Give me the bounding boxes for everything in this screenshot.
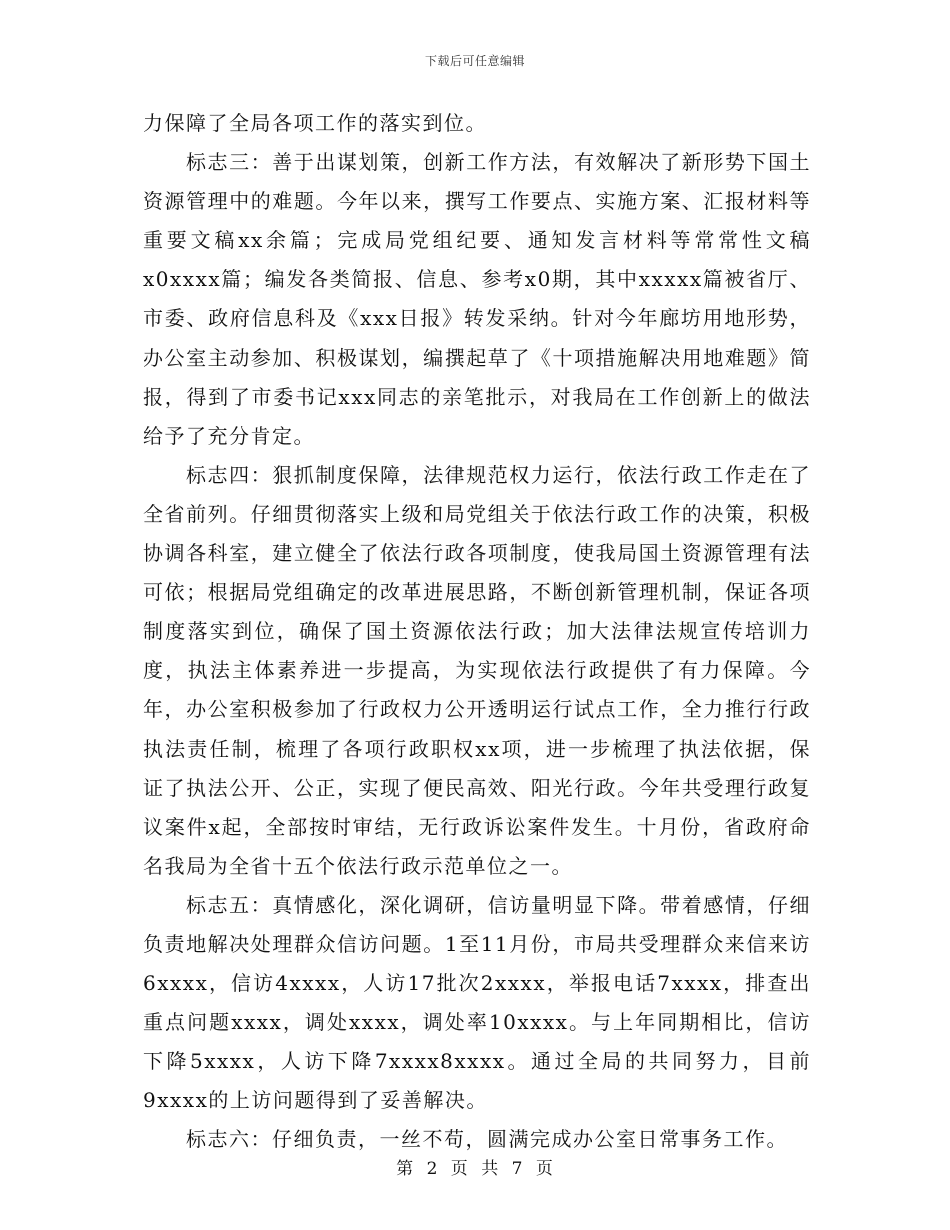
paragraph-marker-4: 标志四：狠抓制度保障，法律规范权力运行，依法行政工作走在了全省前列。仔细贯彻落实上级和局党组关于依法行政工作的决策，积极协调各科室，建立健全了依法行政各项制度，使我局国土资源管理有法可依；根据局党组确定的改革进展思路，不断创新管理机制，保证各项制度落实到位，确保了国土资源依法行政；加大法律法规宣传培训力度，执法主体素养进一步提高，为实现依法行政提供了有力保障。今年，办公室积极参加了行政权力公开透明运行试点工作，全力推行行政执法责任制，梳理了各项行政职权xx项，进一步梳理了执法依据，保证了执法公开、公正，实现了便民高效、阳光行政。今年共受理行政复议案件x起，全部按时审结，无行政诉讼案件发生。十月份，省政府命名我局为全省十五个依法行政示范单位之一。 bbox=[143, 462, 811, 878]
paragraph-continuation: 力保障了全局各项工作的落实到位。 bbox=[143, 111, 487, 135]
document-body bbox=[143, 104, 811, 1160]
paragraph-marker-6: 标志六：仔细负责，一丝不苟，圆满完成办公室日常事务工作。 bbox=[186, 1127, 788, 1152]
page-header-note: 下载后可任意编辑 bbox=[424, 54, 525, 68]
paragraph-marker-5: 标志五：真情感化，深化调研，信访量明显下降。带着感情，仔细负责地解决处理群众信访问题。1至11月份，市局共受理群众来信来访6xxxx，信访4xxxx，人访17批次2xxxx，举报电话7xxxx，排查出重点问题xxxx，调处xxxx，调处率10xxxx。与上年同期相比，信访下降5xxxx，人访下降7xxxx8xxxx。通过全局的共同努力，目前9xxxx的上访问题得到了妥善解决。 bbox=[143, 892, 811, 1113]
paragraph-marker-3: 标志三：善于出谋划策，创新工作方法，有效解决了新形势下国土资源管理中的难题。今年以来，撰写工作要点、实施方案、汇报材料等重要文稿xx余篇；完成局党组纪要、通知发言材料等常常性文稿x0xxxx篇；编发各类简报、信息、参考x0期，其中xxxxx篇被省厅、市委、政府信息科及《xxx日报》转发采纳。针对今年廊坊用地形势，办公室主动参加、积极谋划，编撰起草了《十项措施解决用地难题》简报，得到了市委书记xxx同志的亲笔批示，对我局在工作创新上的做法给予了充分肯定。 bbox=[143, 150, 811, 448]
page-number-footer: 第 2 页 共 7 页 bbox=[396, 1159, 554, 1179]
